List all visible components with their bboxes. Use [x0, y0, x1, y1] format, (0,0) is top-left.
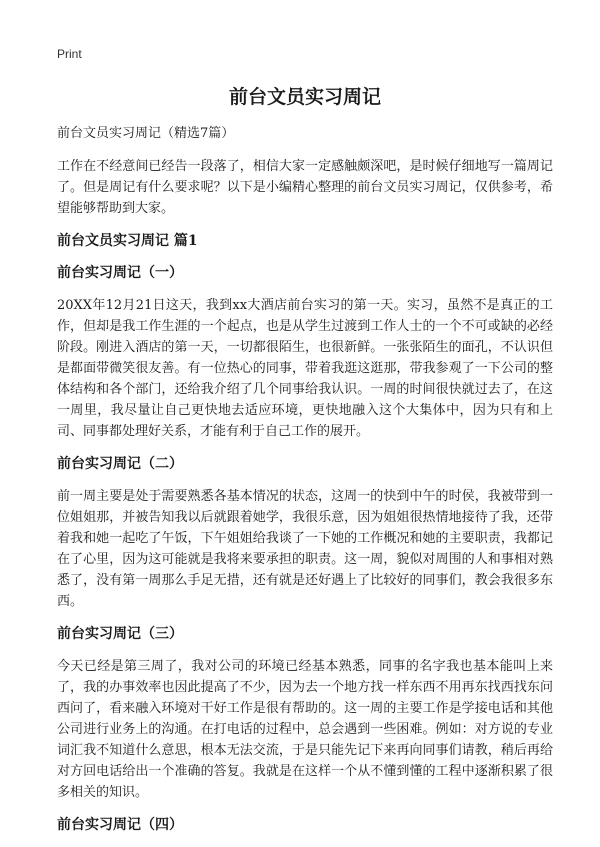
section-heading: 前台文员实习周记 篇1 — [57, 233, 198, 249]
print-label[interactable]: Print — [57, 47, 82, 61]
entry-heading-3: 前台实习周记（三） — [57, 626, 183, 642]
entry-paragraph-1: 20XX年12月21日这天，我到xx大酒店前台实习的第一天。实习，虽然不是真正的工作，但却是我工作生涯的一个起点，也是从学生过渡到工作人士的一个不可或缺的必经阶段。刚进入酒店的第一天，一切都很陌生，也很新鲜。一张张陌生的面孔，不认识但是都面带微笑很友善。有一位热心的同事，带着我逛这逛那，带我参观了一下公司的整体结构和各个部门，还给我介绍了几个同事给我认识。一周的时间很快就过去了，在这一周里，我尽量让自己更快地去适应环境，更快地融入这个大集体中，因为只有和上司、同事都处理好关系，才能有利于自己工作的展开。 — [57, 298, 553, 439]
entry-paragraph-3: 今天已经是第三周了，我对公司的环境已经基本熟悉，同事的名字我也基本能叫上来了，我的办事效率也因此提高了不少，因为去一个地方找一样东西不用再东找西找东问西问了，看来融入环境对干好工作是很有帮助的。这一周的主要工作是学接电话和其他公司进行业务上的沟通。在打电话的过程中，总会遇到一些困难。例如：对方说的专业词汇我不知道什么意思，根本无法交流，于是只能先记下来再向同事们请教，稍后再给对方回电话给出一个准确的答复。我就是在这样一个从不懂到懂的工程中逐渐积累了很多相关的知识。 — [57, 659, 553, 800]
entry-heading-1: 前台实习周记（一） — [57, 265, 183, 281]
entry-heading-2: 前台实习周记（二） — [57, 456, 183, 472]
intro-paragraph: 工作在不经意间已经告一段落了，相信大家一定感触颇深吧，是时候仔细地写一篇周记了。但是周记有什么要求呢？以下是小编精心整理的前台文员实习周记，仅供参考，希望能够帮助到大家。 — [57, 159, 553, 216]
entry-paragraph-2: 前一周主要是处于需要熟悉各基本情况的状态，这周一的快到中午的时侯，我被带到一位姐姐那，并被告知我以后就跟着她学，我很乐意，因为姐姐很热情地接待了我，还带着我和她一起吃了午饭，下午姐姐给我谈了一下她的工作概况和她的主要职责，我都记在了心里，因为这可能就是我将来要承担的职责。这一周，貌似对周围的人和事相对熟悉了，没有第一周那么手足无措，还有就是还好遇上了比较好的同事们，教会我很多东西。 — [57, 489, 553, 609]
document-title: 前台文员实习周记 — [228, 86, 381, 108]
document-page — [57, 46, 553, 847]
document-subtitle: 前台文员实习周记（精选7篇） — [57, 126, 235, 141]
entry-heading-4: 前台实习周记（四） — [57, 817, 183, 833]
